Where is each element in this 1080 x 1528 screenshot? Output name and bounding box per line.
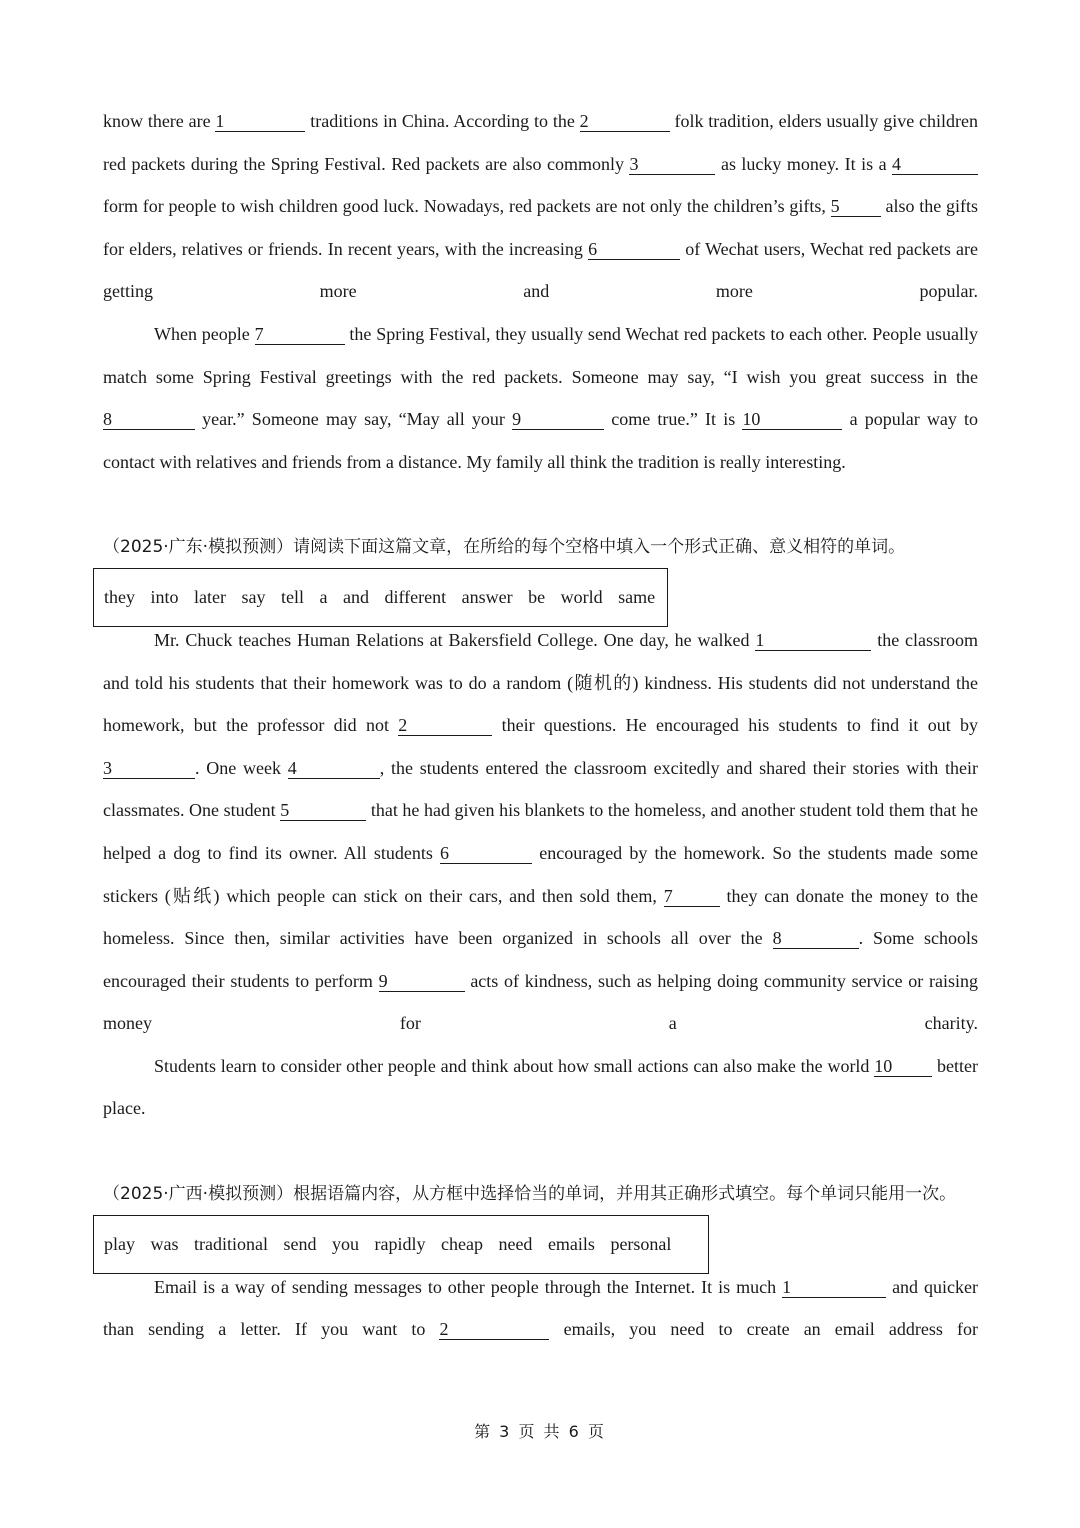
word-bank-item: say [241, 586, 266, 607]
text: acts of kindness, such as helping doing community service or raising money for a charity. [103, 970, 979, 1034]
text: as lucky money. It is a [720, 153, 887, 174]
blank-4[interactable]: 4 [288, 759, 380, 779]
text: form for people to wish children good luck. Nowadays, red packets are not only the children’s gifts, [103, 196, 826, 217]
word-bank-item: traditional [194, 1233, 268, 1254]
text: the classroom and told his students that their homework was to do a random (随机的) kindness. His students did not understand the homework, but the professor did not [103, 629, 979, 736]
word-bank-item: emails [547, 1233, 595, 1254]
blank-3[interactable]: 3 [629, 155, 715, 175]
text: encouraged by the homework. So the students made some stickers (贴纸) which people can stick on their cars, and then sold them, [103, 842, 979, 906]
blank-7[interactable]: 7 [255, 325, 345, 345]
text: year.” Someone may say, “May all your [202, 409, 505, 430]
section2-paragraph-2 [103, 1045, 978, 1130]
word-bank-item: need [498, 1233, 533, 1254]
text: they can donate the money to the homeless. Since then, similar activities have been organized in schools all over the [103, 885, 979, 949]
blank-1[interactable]: 1 [782, 1278, 886, 1298]
blank-10[interactable]: 10 [742, 410, 842, 430]
word-bank-item: into [150, 586, 179, 607]
text: also the gifts for elders, relatives or friends. In recent years, with the increasing [103, 196, 979, 259]
instruction-text: （2025·广西·模拟预测）根据语篇内容，从方框中选择恰当的单词，并用其正确形式填空。每个单词只能用一次。 [103, 1184, 957, 1205]
page-footer: 第 3 页 共 6 页 [474, 1422, 606, 1441]
text: traditions in China. According to the [310, 111, 575, 131]
word-bank-item: same [618, 586, 656, 607]
text: that he had given his blankets to the homeless, and another student told them that he helped a dog to find its owner. All students [103, 800, 979, 863]
text: a popular way to contact with relatives and friends from a distance. My family all think the tradition is really interesting. [103, 409, 979, 472]
blank-2[interactable]: 2 [439, 1320, 549, 1340]
blank-8[interactable]: 8 [773, 929, 859, 949]
text: , the students entered the classroom excitedly and shared their stories with their classmates. One student [103, 757, 979, 821]
word-bank-item: cheap [440, 1233, 483, 1254]
document-page [103, 100, 978, 1351]
word-bank-item: personal [610, 1233, 672, 1254]
text: Students learn to consider other people and think about how small actions can also make the world [154, 1055, 870, 1076]
word-bank-item: answer [461, 586, 513, 607]
word-bank-item: rapidly [374, 1233, 426, 1254]
passage1-paragraph-2 [103, 313, 978, 483]
text: better place. [103, 1055, 979, 1119]
blank-9[interactable]: 9 [379, 972, 465, 992]
blank-5[interactable]: 5 [280, 801, 366, 821]
word-bank-item: and [343, 586, 369, 607]
text: Mr. Chuck teaches Human Relations at Bakersfield College. One day, he walked [154, 629, 750, 650]
blank-10[interactable]: 10 [874, 1057, 932, 1077]
text: folk tradition, elders usually give children red packets during the Spring Festival. Red packets are also commonly [103, 111, 979, 174]
word-bank-item: tell [281, 586, 304, 607]
blank-8[interactable]: 8 [103, 410, 195, 430]
text: come true.” It is [611, 409, 736, 430]
blank-1[interactable]: 1 [215, 112, 305, 132]
word-bank-box [93, 1215, 709, 1274]
text: their questions. He encouraged his students to find it out by [501, 715, 979, 736]
blank-1[interactable]: 1 [755, 631, 871, 651]
word-bank-item: send [283, 1233, 317, 1254]
blank-4[interactable]: 4 [892, 155, 978, 175]
section3-instruction [103, 1172, 978, 1216]
word-bank-item: different [384, 586, 447, 607]
text: Email is a way of sending messages to other people through the Internet. It is much [154, 1276, 777, 1297]
text: emails, you need to create an email address for [563, 1319, 979, 1340]
word-bank-item: you [331, 1233, 359, 1254]
word-bank-item: play [104, 1233, 135, 1254]
text: know there are [103, 111, 211, 131]
text: . Some schools encouraged their students to perform [103, 928, 978, 991]
word-bank-item: was [150, 1233, 179, 1254]
word-bank-item: world [560, 586, 603, 607]
section2-instruction [103, 525, 978, 569]
instruction-text: （2025·广东·模拟预测）请阅读下面这篇文章，在所给的每个空格中填入一个形式正确、意义相符的单词。 [103, 537, 906, 558]
blank-6[interactable]: 6 [440, 844, 532, 864]
blank-6[interactable]: 6 [588, 240, 680, 260]
word-bank-item: be [528, 586, 546, 607]
word-bank-item: they [104, 586, 135, 607]
section3-paragraph-1 [103, 1266, 978, 1351]
text: the Spring Festival, they usually send Wechat red packets to each other. People usually match some Spring Festival greetings with the red packets. Someone may say, “I wish you great success in the [103, 323, 978, 387]
blank-2[interactable]: 2 [580, 112, 670, 132]
section2-paragraph-1 [103, 619, 978, 1045]
word-bank-item: later [194, 586, 226, 607]
blank-7[interactable]: 7 [664, 887, 720, 907]
blank-9[interactable]: 9 [512, 410, 604, 430]
text: . One week [195, 757, 281, 778]
text: and quicker than sending a letter. If you want to [103, 1276, 979, 1340]
blank-3[interactable]: 3 [103, 759, 195, 779]
blank-2[interactable]: 2 [398, 716, 492, 736]
text: of Wechat users, Wechat red packets are getting more and more popular. [103, 238, 979, 302]
text: When people [154, 323, 250, 344]
word-bank-item: a [319, 586, 328, 607]
blank-5[interactable]: 5 [831, 197, 881, 217]
passage1-paragraph-1 [103, 100, 978, 313]
